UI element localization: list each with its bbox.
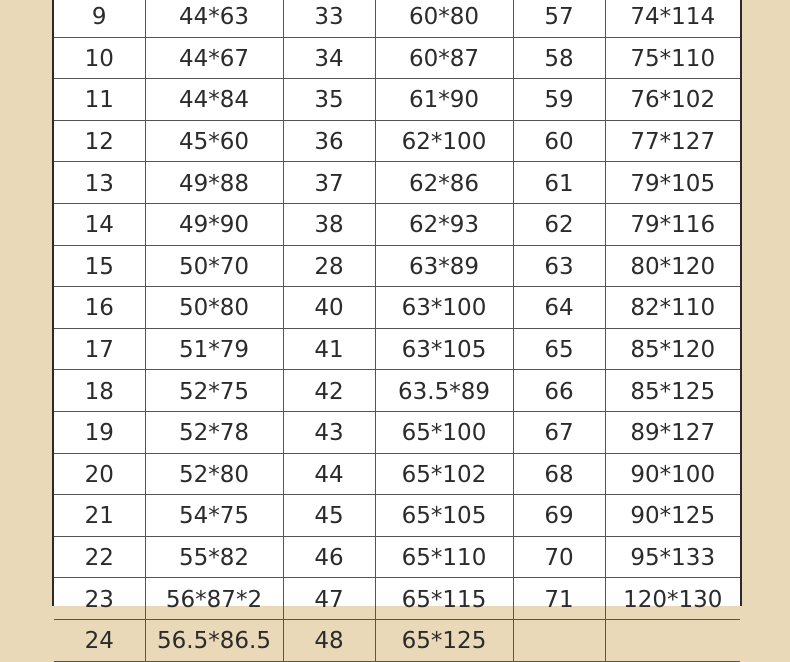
item-size-cell: 82*110 — [605, 287, 740, 329]
item-size-cell: 75*110 — [605, 37, 740, 79]
item-number-cell: 45 — [283, 495, 375, 537]
item-size-cell: 90*100 — [605, 453, 740, 495]
item-size-cell: 56*87*2 — [145, 578, 283, 620]
table-row — [54, 120, 740, 162]
item-number-cell: 68 — [513, 453, 605, 495]
table-row — [54, 287, 740, 329]
item-size-cell: 50*70 — [145, 245, 283, 287]
item-number-cell: 65 — [513, 328, 605, 370]
item-size-cell: 62*93 — [375, 203, 513, 245]
item-number-cell: 64 — [513, 287, 605, 329]
item-size-cell: 52*75 — [145, 370, 283, 412]
item-size-cell: 62*100 — [375, 120, 513, 162]
item-number-cell: 24 — [54, 619, 145, 661]
item-number-cell: 17 — [54, 328, 145, 370]
table-row — [54, 245, 740, 287]
item-number-cell: 46 — [283, 536, 375, 578]
item-size-cell: 61*90 — [375, 79, 513, 121]
item-size-cell: 60*80 — [375, 0, 513, 37]
item-size-cell: 65*110 — [375, 536, 513, 578]
item-size-cell: 63*100 — [375, 287, 513, 329]
item-number-cell: 57 — [513, 0, 605, 37]
item-number-cell: 69 — [513, 495, 605, 537]
item-size-cell: 90*125 — [605, 495, 740, 537]
item-number-cell: 37 — [283, 162, 375, 204]
item-number-cell: 41 — [283, 328, 375, 370]
item-number-cell: 44 — [283, 453, 375, 495]
item-number-cell: 9 — [54, 0, 145, 37]
item-number-cell — [513, 619, 605, 661]
item-size-cell: 50*80 — [145, 287, 283, 329]
item-size-cell: 44*84 — [145, 79, 283, 121]
item-number-cell: 66 — [513, 370, 605, 412]
item-number-cell: 70 — [513, 536, 605, 578]
item-size-cell: 76*102 — [605, 79, 740, 121]
table-row — [54, 495, 740, 537]
item-size-cell: 63*89 — [375, 245, 513, 287]
item-size-cell: 44*63 — [145, 0, 283, 37]
item-number-cell: 60 — [513, 120, 605, 162]
item-size-cell: 63.5*89 — [375, 370, 513, 412]
item-size-cell: 45*60 — [145, 120, 283, 162]
item-number-cell: 47 — [283, 578, 375, 620]
item-size-cell: 52*80 — [145, 453, 283, 495]
item-number-cell: 71 — [513, 578, 605, 620]
item-number-cell: 42 — [283, 370, 375, 412]
item-size-cell: 62*86 — [375, 162, 513, 204]
item-number-cell: 36 — [283, 120, 375, 162]
item-number-cell: 38 — [283, 203, 375, 245]
table-row — [54, 411, 740, 453]
item-number-cell: 28 — [283, 245, 375, 287]
item-size-cell: 56.5*86.5 — [145, 619, 283, 661]
item-number-cell: 40 — [283, 287, 375, 329]
item-number-cell: 62 — [513, 203, 605, 245]
item-size-cell: 44*67 — [145, 37, 283, 79]
item-size-cell: 54*75 — [145, 495, 283, 537]
item-size-cell: 55*82 — [145, 536, 283, 578]
item-number-cell: 63 — [513, 245, 605, 287]
item-number-cell: 48 — [283, 619, 375, 661]
item-number-cell: 33 — [283, 0, 375, 37]
item-size-cell: 74*114 — [605, 0, 740, 37]
size-table-body — [54, 0, 740, 661]
item-size-cell: 65*100 — [375, 411, 513, 453]
item-number-cell: 22 — [54, 536, 145, 578]
item-size-cell: 60*87 — [375, 37, 513, 79]
item-size-cell: 79*105 — [605, 162, 740, 204]
item-number-cell: 61 — [513, 162, 605, 204]
item-size-cell: 65*125 — [375, 619, 513, 661]
table-row — [54, 79, 740, 121]
item-number-cell: 43 — [283, 411, 375, 453]
table-row — [54, 578, 740, 620]
table-row — [54, 619, 740, 661]
item-number-cell: 35 — [283, 79, 375, 121]
item-number-cell: 34 — [283, 37, 375, 79]
item-number-cell: 14 — [54, 203, 145, 245]
item-number-cell: 13 — [54, 162, 145, 204]
item-size-cell: 120*130 — [605, 578, 740, 620]
table-row — [54, 536, 740, 578]
item-size-cell: 79*116 — [605, 203, 740, 245]
item-number-cell: 16 — [54, 287, 145, 329]
item-size-cell: 77*127 — [605, 120, 740, 162]
item-number-cell: 11 — [54, 79, 145, 121]
table-row — [54, 203, 740, 245]
item-size-cell: 65*102 — [375, 453, 513, 495]
item-size-cell: 85*125 — [605, 370, 740, 412]
item-number-cell: 59 — [513, 79, 605, 121]
item-number-cell: 12 — [54, 120, 145, 162]
item-size-cell: 95*133 — [605, 536, 740, 578]
item-number-cell: 20 — [54, 453, 145, 495]
item-size-cell: 80*120 — [605, 245, 740, 287]
item-size-cell — [605, 619, 740, 661]
item-size-cell: 52*78 — [145, 411, 283, 453]
table-row — [54, 453, 740, 495]
item-number-cell: 10 — [54, 37, 145, 79]
item-size-cell: 63*105 — [375, 328, 513, 370]
table-row — [54, 370, 740, 412]
item-size-cell: 65*105 — [375, 495, 513, 537]
item-size-cell: 65*115 — [375, 578, 513, 620]
size-table-sheet — [52, 0, 742, 655]
table-row — [54, 37, 740, 79]
item-size-cell: 89*127 — [605, 411, 740, 453]
item-number-cell: 15 — [54, 245, 145, 287]
item-number-cell: 67 — [513, 411, 605, 453]
item-size-cell: 85*120 — [605, 328, 740, 370]
item-number-cell: 58 — [513, 37, 605, 79]
item-size-cell: 51*79 — [145, 328, 283, 370]
table-row — [54, 328, 740, 370]
item-number-cell: 19 — [54, 411, 145, 453]
item-size-cell: 49*90 — [145, 203, 283, 245]
item-number-cell: 21 — [54, 495, 145, 537]
size-table — [54, 0, 740, 662]
item-number-cell: 18 — [54, 370, 145, 412]
table-row — [54, 0, 740, 37]
table-row — [54, 162, 740, 204]
item-number-cell: 23 — [54, 578, 145, 620]
item-size-cell: 49*88 — [145, 162, 283, 204]
